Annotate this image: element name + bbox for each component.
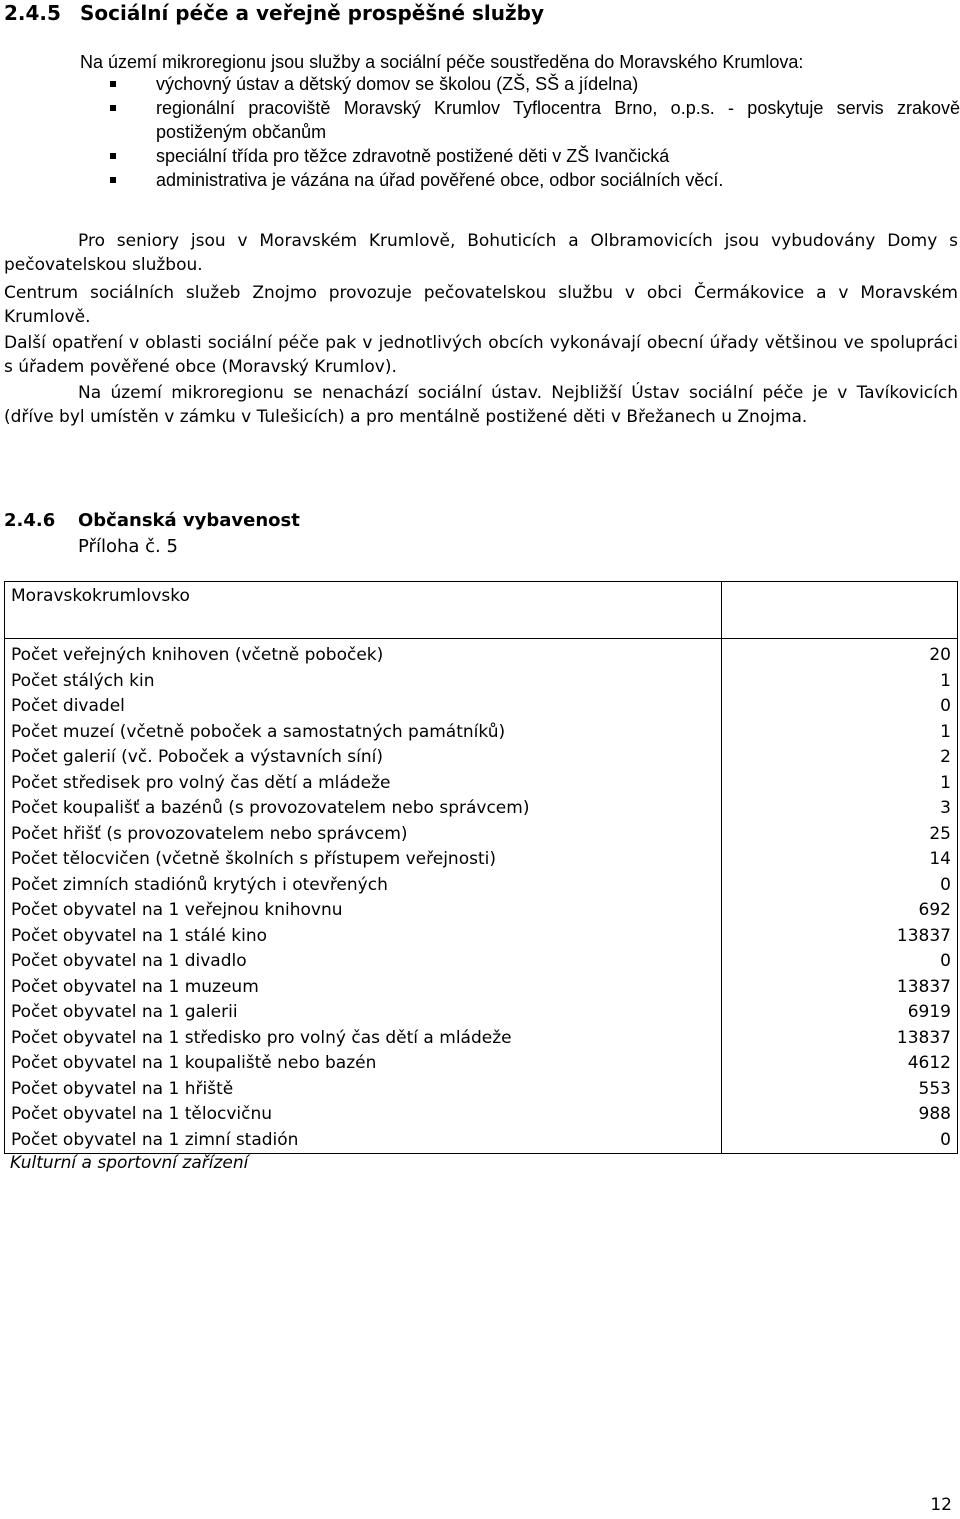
table-cell-value: 13837 — [722, 1026, 958, 1052]
table-cell-label: Počet galerií (vč. Poboček a výstavních síní) — [5, 745, 722, 771]
table-row — [5, 1077, 958, 1103]
table-row — [5, 873, 958, 899]
table-cell-label: Počet středisek pro volný čas dětí a mládeže — [5, 771, 722, 797]
table-row — [5, 796, 958, 822]
table-row — [5, 898, 958, 924]
table-cell-value: 4612 — [722, 1051, 958, 1077]
table-caption: Kulturní a sportovní zařízení — [10, 1153, 249, 1173]
table-cell-label: Počet hřišť (s provozovatelem nebo správcem) — [5, 822, 722, 848]
table-cell-label: Počet obyvatel na 1 koupaliště nebo bazén — [5, 1051, 722, 1077]
subsection-title: Občanská vybavenost — [78, 510, 300, 531]
table-row — [5, 771, 958, 797]
table-cell-value: 25 — [722, 822, 958, 848]
table-cell-label: Počet tělocvičen (včetně školních s přístupem veřejnosti) — [5, 847, 722, 873]
table-row — [5, 1000, 958, 1026]
list-item: speciální třída pro těžce zdravotně postižené děti v ZŠ Ivančická — [110, 144, 960, 168]
table-row — [5, 1102, 958, 1128]
services-list — [110, 72, 960, 192]
table-cell-label: Počet obyvatel na 1 veřejnou knihovnu — [5, 898, 722, 924]
list-item: výchovný ústav a dětský domov se školou (ZŠ, SŠ a jídelna) — [110, 72, 960, 96]
table-cell-value: 692 — [722, 898, 958, 924]
table-cell-value: 2 — [722, 745, 958, 771]
table-row — [5, 745, 958, 771]
table-cell-label: Počet zimních stadiónů krytých i otevřených — [5, 873, 722, 899]
table-cell-label: Počet koupališť a bazénů (s provozovatelem nebo správcem) — [5, 796, 722, 822]
table-cell-value: 0 — [722, 694, 958, 720]
table-cell-value: 0 — [722, 949, 958, 975]
appendix-reference: Příloha č. 5 — [78, 536, 178, 557]
table-row — [5, 949, 958, 975]
table-row — [5, 924, 958, 950]
table-cell-value: 0 — [722, 873, 958, 899]
table-cell-value: 988 — [722, 1102, 958, 1128]
table-cell-value: 553 — [722, 1077, 958, 1103]
subsection-heading — [4, 508, 300, 534]
table-cell-value: 1 — [722, 771, 958, 797]
table-cell-label: Počet obyvatel na 1 stálé kino — [5, 924, 722, 950]
page-number: 12 — [930, 1495, 952, 1515]
paragraph-seniors: Pro seniory jsou v Moravském Krumlově, Bohuticích a Olbramovicích jsou vybudovány Domy s pečovatelskou službou. — [4, 231, 958, 275]
table-cell-value: 20 — [722, 639, 958, 669]
paragraph-measures: Další opatření v oblasti sociální péče pak v jednotlivých obcích vykonávají obecní úřady většinou ve spolupráci s úřadem pověřené obce (Moravský Krumlov). — [4, 333, 958, 377]
table-cell-value: 13837 — [722, 975, 958, 1001]
paragraph-care-center: Centrum sociálních služeb Znojmo provozuje pečovatelskou službu v obci Čermákovice a v Moravském Krumlově. — [4, 283, 958, 327]
table-row — [5, 822, 958, 848]
subsection-number: 2.4.6 — [4, 510, 56, 531]
table-header-label: Moravskokrumlovsko — [5, 582, 722, 639]
section-heading — [4, 0, 544, 26]
table-cell-value: 1 — [722, 720, 958, 746]
table-cell-label: Počet obyvatel na 1 muzeum — [5, 975, 722, 1001]
table-cell-label: Počet obyvatel na 1 středisko pro volný čas dětí a mládeže — [5, 1026, 722, 1052]
table-cell-label: Počet obyvatel na 1 galerii — [5, 1000, 722, 1026]
table-header-row — [5, 582, 958, 639]
bullet-icon — [110, 153, 116, 159]
table-cell-value: 0 — [722, 1128, 958, 1154]
table-cell-label: Počet obyvatel na 1 tělocvičnu — [5, 1102, 722, 1128]
list-item: administrativa je vázána na úřad pověřené obce, odbor sociálních věcí. — [110, 168, 960, 192]
bullet-icon — [110, 81, 116, 87]
table-row — [5, 694, 958, 720]
table-row — [5, 639, 958, 669]
list-item: regionální pracoviště Moravský Krumlov Tyflocentra Brno, o.p.s. - poskytuje servis zrakově postiženým občanům — [110, 96, 960, 144]
table-header-value — [722, 582, 958, 639]
table-cell-label: Počet veřejných knihoven (včetně poboček) — [5, 639, 722, 669]
table-cell-label: Počet divadel — [5, 694, 722, 720]
bullet-icon — [110, 177, 116, 183]
table-cell-label: Počet obyvatel na 1 zimní stadión — [5, 1128, 722, 1154]
table-row — [5, 975, 958, 1001]
bullet-icon — [110, 105, 116, 111]
amenities-table — [4, 581, 958, 1154]
paragraph-institute: Na území mikroregionu se nenachází sociální ústav. Nejbližší Ústav sociální péče je v Tavíkovicích (dříve byl umístěn v zámku v Tulešicích) a pro mentálně postižené děti v Břežanech u Znojma. — [4, 383, 958, 427]
table-cell-value: 14 — [722, 847, 958, 873]
table-row — [5, 847, 958, 873]
intro-text: Na území mikroregionu jsou služby a sociální péče soustředěna do Moravského Krumlova: — [80, 52, 804, 72]
table-cell-value: 6919 — [722, 1000, 958, 1026]
table-row — [5, 1026, 958, 1052]
table-row — [5, 1051, 958, 1077]
table-cell-label: Počet obyvatel na 1 divadlo — [5, 949, 722, 975]
table-cell-label: Počet stálých kin — [5, 669, 722, 695]
table-row — [5, 720, 958, 746]
table-cell-value: 1 — [722, 669, 958, 695]
table-cell-label: Počet obyvatel na 1 hřiště — [5, 1077, 722, 1103]
table-cell-value: 3 — [722, 796, 958, 822]
section-title: Sociální péče a veřejně prospěšné služby — [80, 1, 545, 25]
table-row — [5, 669, 958, 695]
section-number: 2.4.5 — [4, 1, 61, 25]
table-cell-label: Počet muzeí (včetně poboček a samostatných památníků) — [5, 720, 722, 746]
table-cell-value: 13837 — [722, 924, 958, 950]
